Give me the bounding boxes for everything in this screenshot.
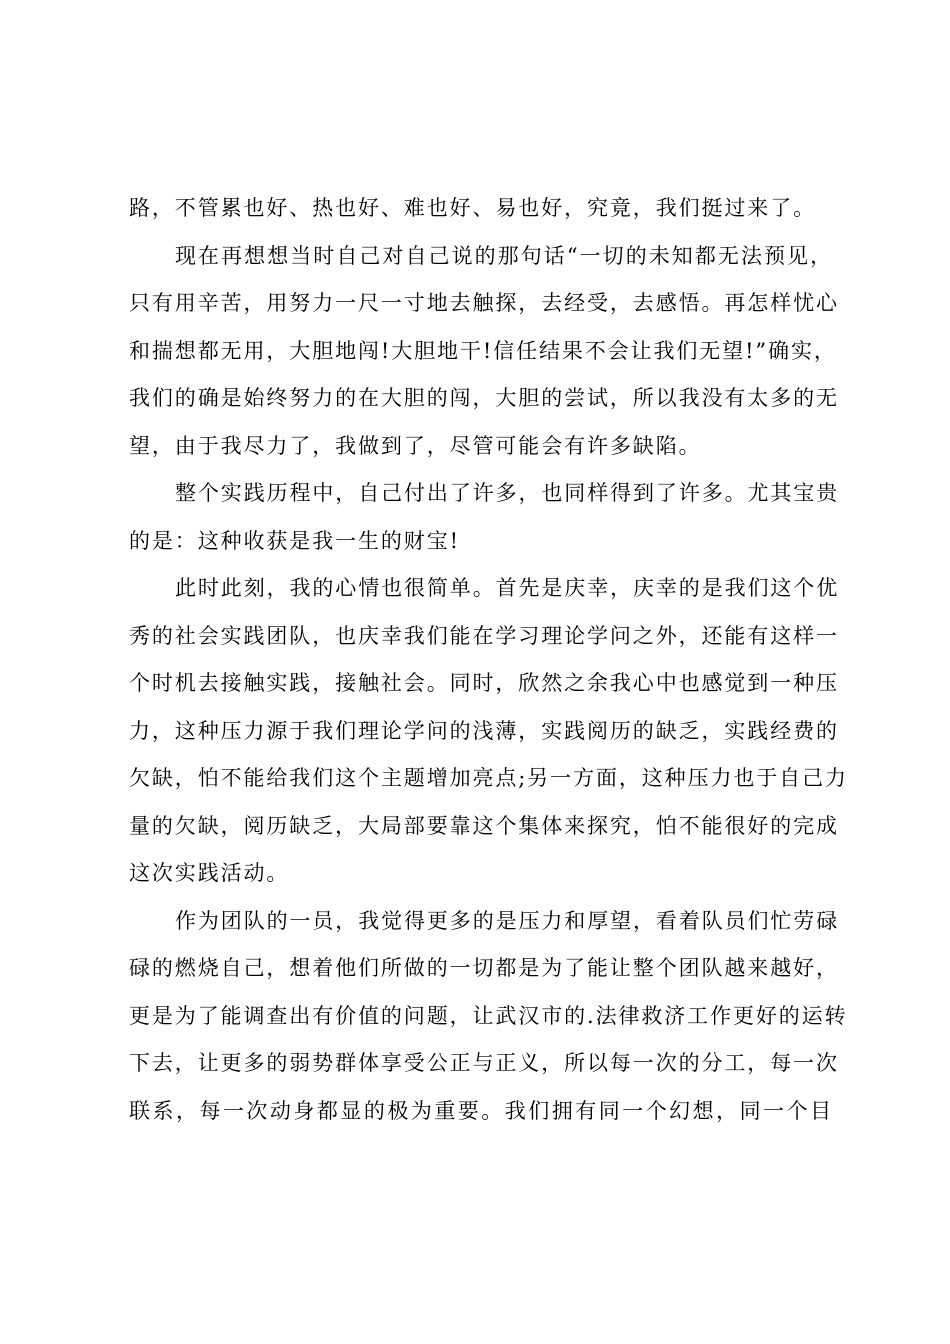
text-line: 路，不管累也好、热也好、难也好、易也好，究竟，我们挺过来了。 — [129, 196, 816, 220]
text-line: 下去，让更多的弱势群体享受公正与正义，所以每一次的分工，每一次 — [129, 1051, 839, 1075]
text-line: 作为团队的一员，我觉得更多的是压力和厚望，看着队员们忙劳碌 — [175, 908, 840, 933]
text-line: 秀的社会实践团队，也庆幸我们能在学习理论学问之外，还能有这样一 — [129, 623, 839, 648]
paragraph — [129, 565, 848, 898]
text-line: 量的欠缺，阅历缺乏，大局部要靠这个集体来探究，怕不能很好的完成 — [129, 813, 839, 838]
text-line: 只有用辛苦，用努力一尺一寸地去触探，去经受，去感悟。再怎样忧心 — [129, 291, 839, 315]
text-line: 这次实践活动。 — [129, 861, 290, 885]
text-line: 此时此刻，我的心情也很简单。首先是庆幸，庆幸的是我们这个优 — [175, 576, 840, 600]
text-line: 力，这种压力源于我们理论学问的浅薄，实践阅历的缺乏，实践经费的 — [129, 718, 839, 743]
paragraph — [129, 470, 840, 565]
text-line: 我们的确是始终努力的在大胆的闯，大胆的尝试，所以我没有太多的无 — [129, 386, 839, 410]
text-line: 欠缺，怕不能给我们这个主题增加亮点;另一方面，这种压力也于自己力 — [129, 766, 848, 790]
text-line: 现在再想想当时自己对自己说的那句话“一切的未知都无法预见， — [175, 243, 833, 268]
document-body — [129, 185, 848, 1135]
text-line: 的是：这种收获是我一生的财宝! — [129, 528, 460, 553]
text-line: 个时机去接触实践，接触社会。同时，欣然之余我心中也感觉到一种压 — [129, 671, 839, 695]
text-line: 更是为了能调查出有价值的问题，让武汉市的.法律救济工作更好的运转 — [129, 1003, 848, 1028]
text-line: 碌的燃烧自己，想着他们所做的一切都是为了能让整个团队越来越好， — [129, 956, 839, 980]
text-line: 联系，每一次动身都显的极为重要。我们拥有同一个幻想，同一个目 — [129, 1098, 833, 1123]
text-line: 整个实践历程中，自己付出了许多，也同样得到了许多。尤其宝贵 — [175, 481, 840, 505]
text-line: 望，由于我尽力了，我做到了，尽管可能会有许多缺陷。 — [129, 433, 702, 458]
paragraph — [129, 185, 833, 233]
paragraph — [129, 898, 848, 1136]
text-line: 和揣想都无用，大胆地闯!大胆地干!信任结果不会让我们无望!”确实， — [129, 338, 837, 363]
paragraph — [129, 233, 839, 471]
